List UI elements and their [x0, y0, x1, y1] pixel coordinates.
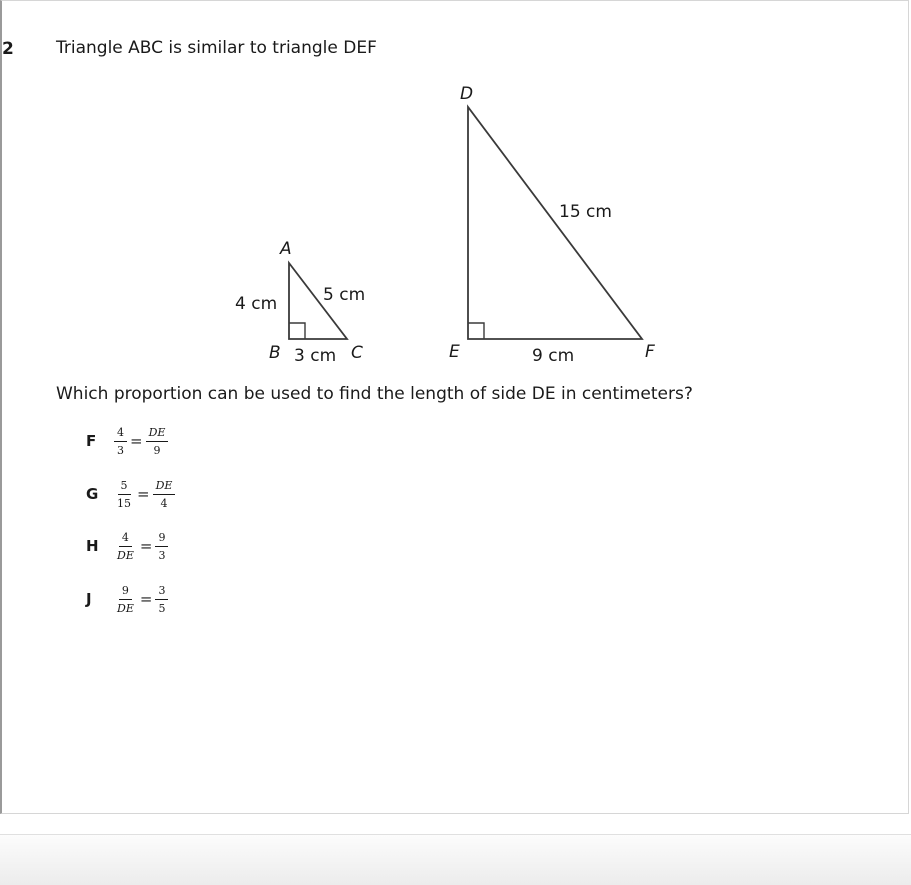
vertex-label-e: E	[449, 342, 460, 362]
bottom-toolbar	[0, 834, 911, 885]
left-fraction	[114, 585, 137, 614]
choice-letter: H	[86, 537, 99, 555]
numerator: DE	[146, 427, 169, 442]
right-fraction	[146, 427, 169, 456]
choice-letter: F	[86, 432, 97, 450]
numerator: DE	[153, 480, 176, 495]
numerator: 9	[155, 532, 168, 547]
triangle-abc	[235, 239, 365, 366]
side-label-ef: 9 cm	[532, 346, 575, 366]
answer-choice-h[interactable]	[86, 526, 168, 566]
side-label-ac: 5 cm	[323, 285, 366, 305]
right-fraction	[155, 532, 168, 561]
denominator: 9	[153, 443, 161, 457]
denominator: 5	[158, 601, 166, 615]
question-prompt: Which proportion can be used to find the length of side DE in centimeters?	[56, 384, 693, 404]
denominator: 3	[117, 443, 124, 457]
right-angle-marker-e	[468, 323, 484, 339]
side-label-ab: 4 cm	[235, 294, 278, 314]
vertex-label-b: B	[269, 343, 281, 363]
vertex-label-d: D	[460, 84, 474, 104]
denominator: DE	[117, 601, 134, 615]
left-fraction	[114, 427, 127, 456]
equals-sign: =	[139, 537, 153, 555]
choice-letter: J	[86, 590, 92, 608]
triangle-def	[449, 84, 655, 366]
equals-sign: =	[139, 590, 153, 608]
denominator: DE	[117, 548, 134, 562]
similar-triangles-figure	[2, 1, 911, 381]
vertex-label-f: F	[645, 342, 655, 362]
denominator: 3	[158, 548, 166, 562]
equals-sign: =	[130, 432, 143, 450]
equals-sign: =	[137, 485, 150, 503]
choice-letter: G	[86, 485, 99, 503]
left-fraction	[114, 532, 137, 561]
numerator: 5	[118, 480, 131, 495]
numerator: 9	[119, 585, 132, 600]
vertex-label-c: C	[351, 343, 363, 363]
numerator: 4	[119, 532, 132, 547]
vertex-label-a: A	[280, 239, 292, 259]
answer-choice-f[interactable]	[86, 421, 168, 461]
numerator: 3	[155, 585, 168, 600]
question-number: 2	[2, 39, 14, 59]
numerator: 4	[114, 427, 127, 442]
answer-choice-j[interactable]	[86, 579, 168, 619]
right-fraction	[153, 480, 176, 509]
right-fraction	[155, 585, 168, 614]
denominator: 15	[117, 496, 131, 510]
denominator: 4	[160, 496, 168, 510]
right-angle-marker-b	[289, 323, 305, 339]
side-label-df: 15 cm	[559, 202, 612, 222]
question-stem: Triangle ABC is similar to triangle DEF	[56, 38, 377, 58]
left-fraction	[114, 480, 134, 509]
answer-choice-g[interactable]	[86, 474, 175, 514]
side-label-bc: 3 cm	[294, 346, 337, 366]
